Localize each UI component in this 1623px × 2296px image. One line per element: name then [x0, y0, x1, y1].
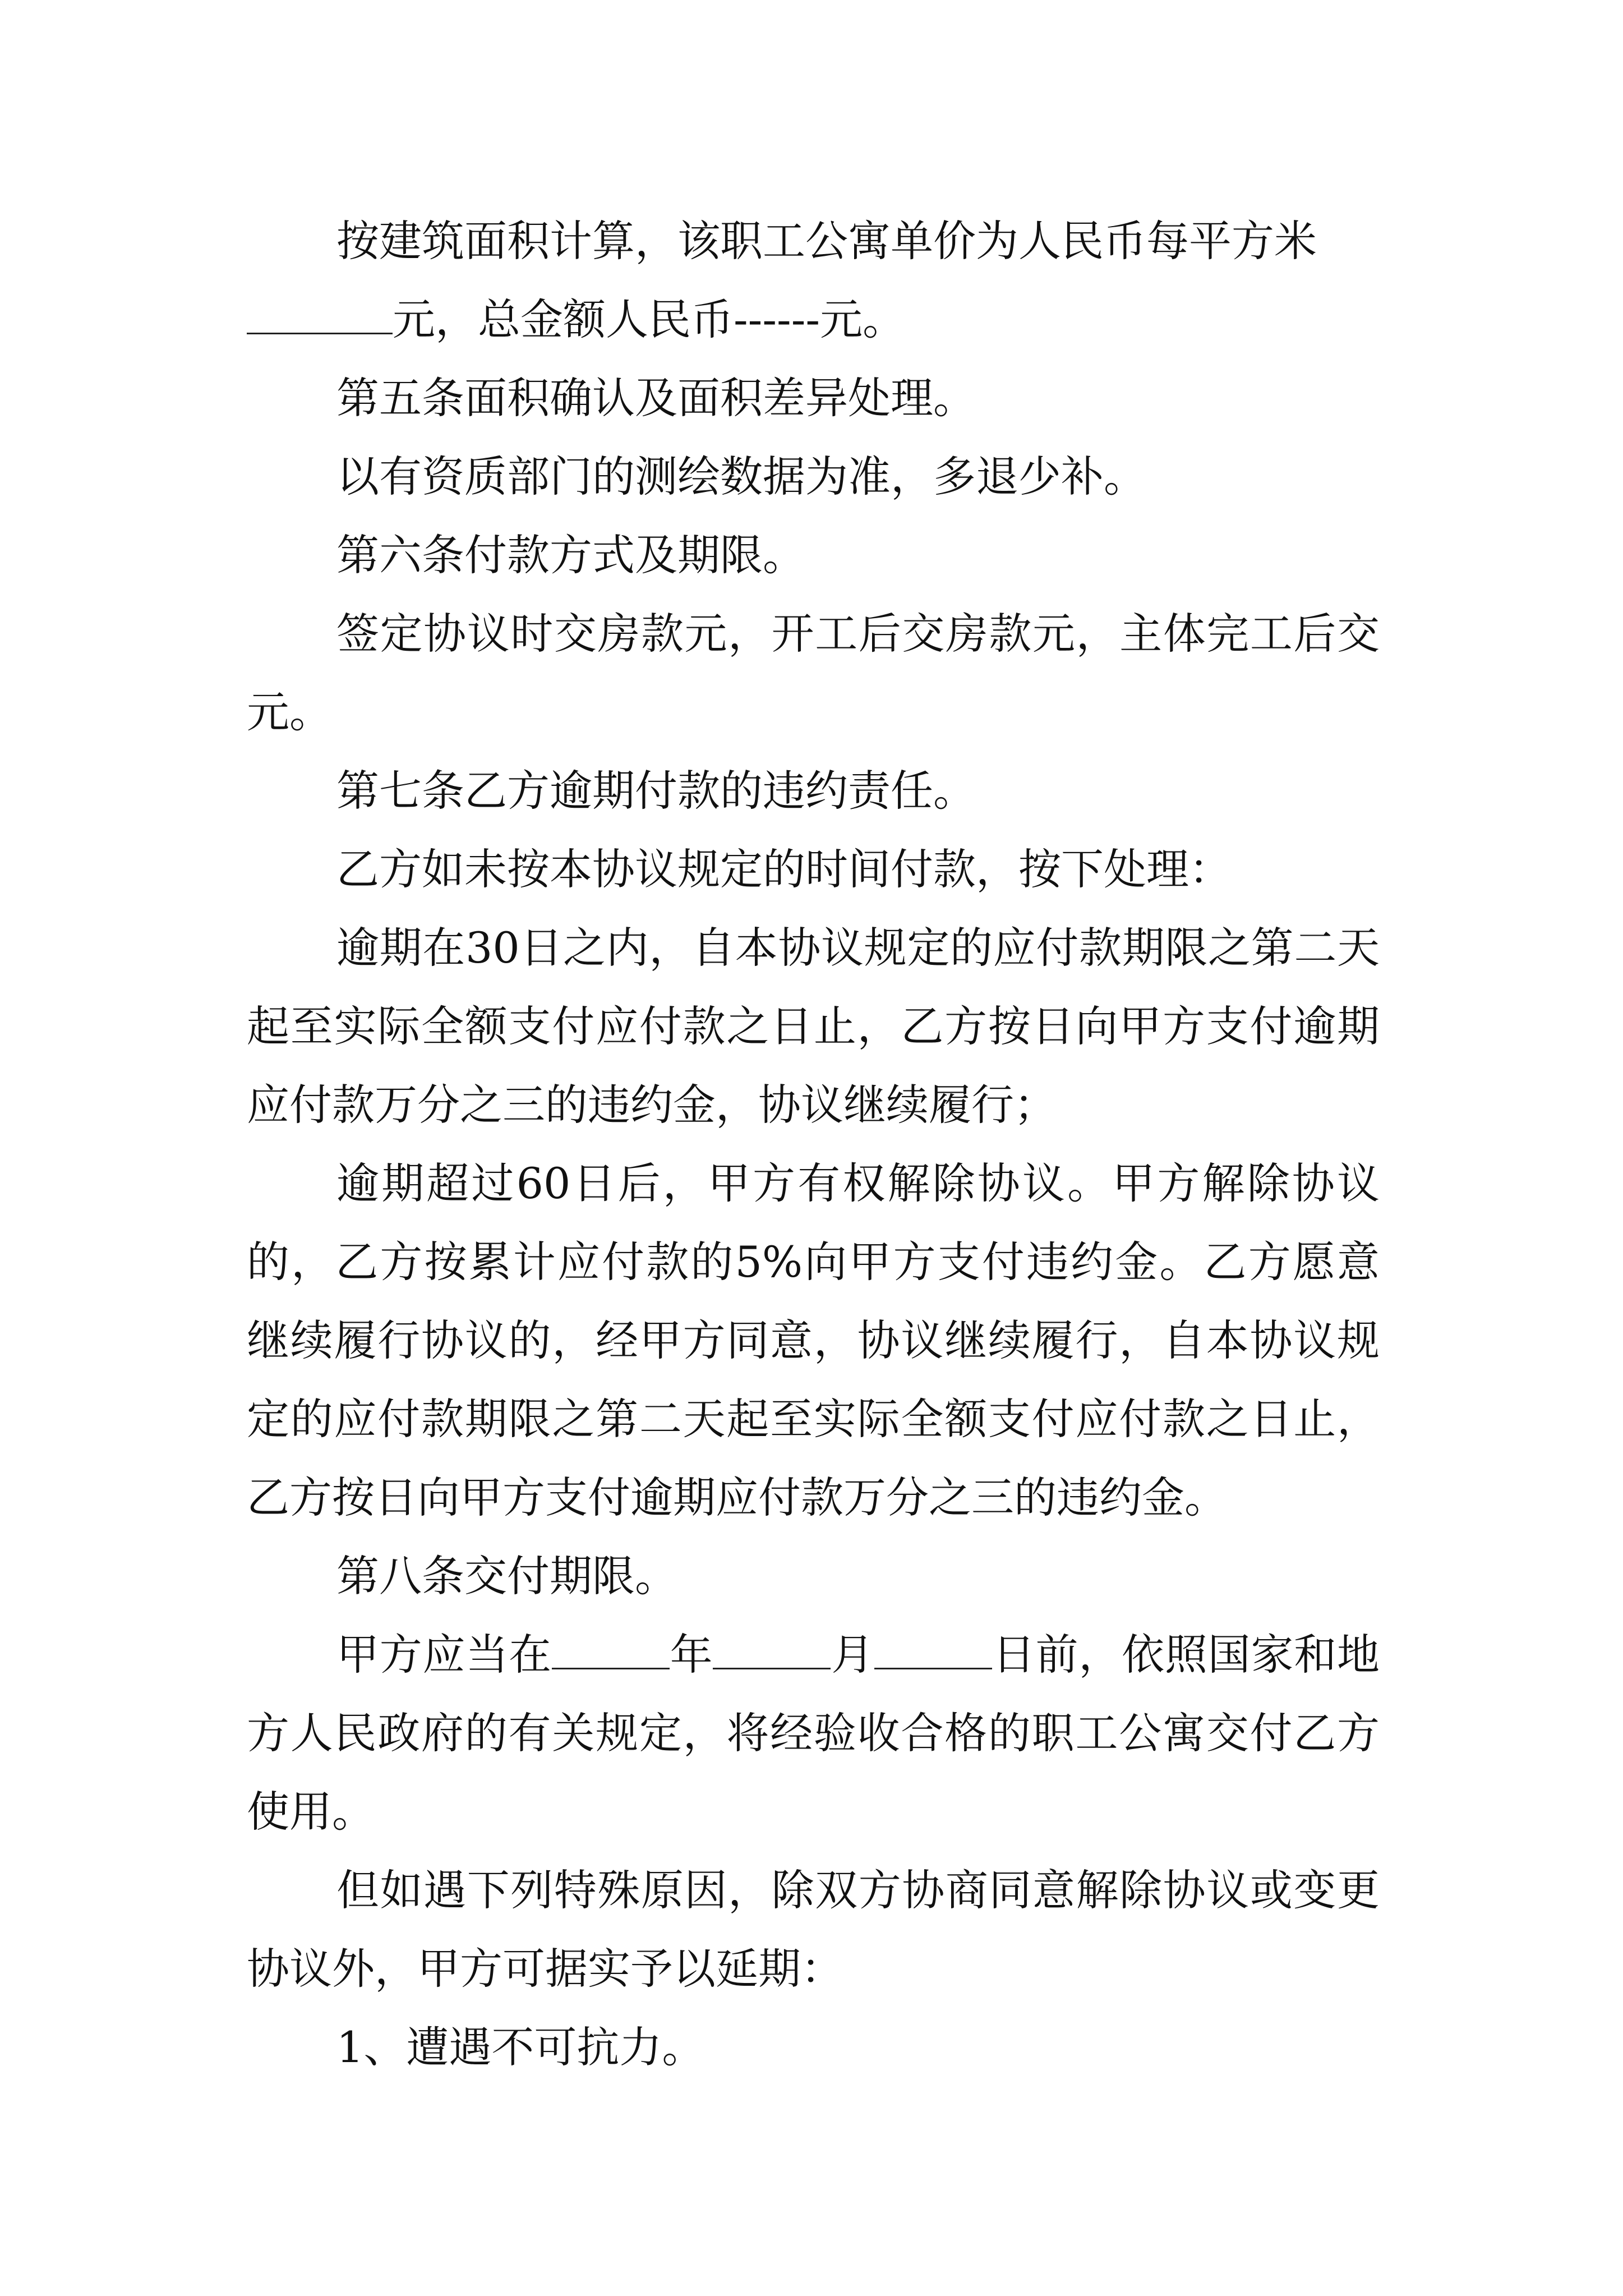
blank-day [874, 1628, 992, 1669]
paragraph-total-amount [247, 280, 1380, 359]
paragraph-payment-schedule: 签定协议时交房款元，开工后交房款元，主体完工后交元。 [247, 609, 1380, 737]
delivery-text-after: 日前，依照国家和地方人民政府的有关规定，将经验收合格的职工公寓交付乙方使用。 [247, 1630, 1380, 1837]
paragraph-special-reasons: 但如遇下列特殊原因，除双方协商同意解除协议或变更协议外，甲方可据实予以延期： [247, 1865, 1380, 1994]
heading-article-8: 第八条交付期限。 [336, 1551, 677, 1601]
blank-unit-price [247, 293, 393, 334]
paragraph-late-60-days: 逾期超过60日后，甲方有权解除协议。甲方解除协议的，乙方按累计应付款的5%向甲方支付违约金。乙方愿意继续履行协议的，经甲方同意，协议继续履行，自本协议规定的应付款期限之第二天起至实际全额支付应付款之日止，乙方按日向甲方支付逾期应付款万分之三的违约金。 [247, 1158, 1380, 1522]
delivery-text-before: 甲方应当在 [336, 1630, 552, 1680]
paragraph-late-payment-intro: 乙方如未按本协议规定的时间付款，按下处理： [336, 844, 1232, 894]
blank-month [713, 1628, 831, 1669]
list-item-force-majeure: 1、遭遇不可抗力。 [336, 2022, 705, 2072]
paragraph-late-30-days: 逾期在30日之内，自本协议规定的应付款期限之第二天起至实际全额支付应付款之日止，乙方按日向甲方支付逾期应付款万分之三的违约金，协议继续履行； [247, 923, 1380, 1130]
heading-article-5: 第五条面积确认及面积差异处理。 [336, 373, 976, 423]
paragraph-delivery-date [247, 1616, 1380, 1851]
total-amount-text: 元，总金额人民币------元。 [393, 295, 906, 344]
heading-article-7: 第七条乙方逾期付款的违约责任。 [336, 766, 976, 816]
delivery-year-label: 年 [669, 1630, 713, 1680]
delivery-month-label: 月 [831, 1630, 875, 1680]
paragraph-area-survey: 以有资质部门的测绘数据为准，多退少补。 [336, 452, 1146, 501]
heading-article-6: 第六条付款方式及期限。 [336, 530, 805, 580]
paragraph-unit-price: 按建筑面积计算，该职工公寓单价为人民币每平方米 [336, 216, 1317, 266]
document-body [247, 202, 1380, 2087]
blank-year [552, 1628, 670, 1669]
